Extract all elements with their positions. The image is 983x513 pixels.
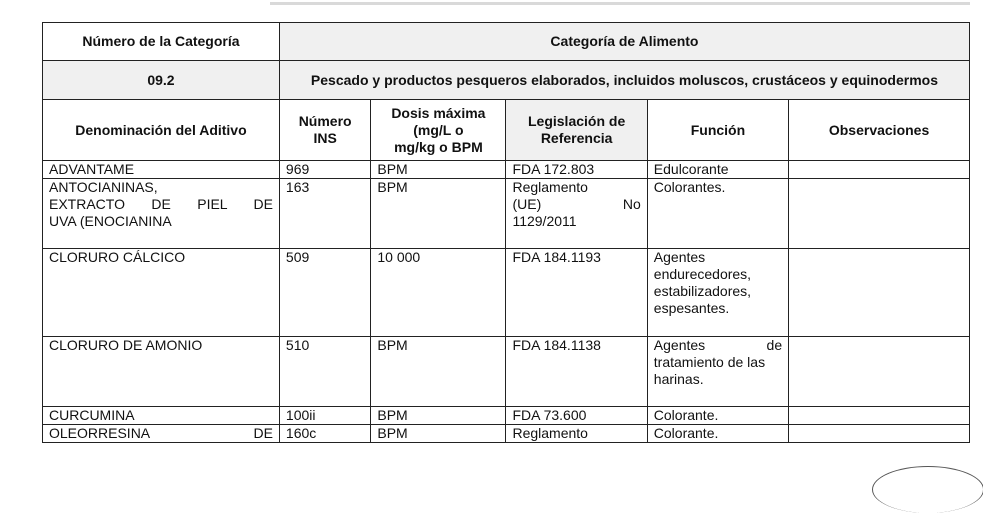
function-line: Agentes (653, 249, 706, 265)
function-cell: Colorante. (647, 407, 788, 425)
table-row (43, 425, 970, 443)
legislation-line: 1129/2011 (512, 213, 577, 229)
dose-cell: BPM (371, 425, 506, 443)
function-part: Agentes (653, 337, 706, 353)
additive-cell (43, 425, 280, 443)
col-ins (279, 100, 370, 161)
table-row (43, 337, 970, 407)
category-number: 09.2 (43, 61, 280, 100)
function-cell: Edulcorante (647, 161, 788, 179)
dose-cell: BPM (371, 337, 506, 407)
col-legislation (506, 100, 647, 161)
function-cell (647, 337, 788, 407)
observations-cell (789, 179, 970, 249)
category-name: Pescado y productos pesqueros elaborados, incluidos moluscos, crustáceos y equinodermos (279, 61, 969, 100)
function-line: endurecedores, (653, 266, 752, 282)
legislation-line: Reglamento (512, 179, 588, 195)
ins-cell: 160c (279, 425, 370, 443)
dose-cell: BPM (371, 407, 506, 425)
header-row-2 (43, 61, 970, 100)
observations-cell (789, 425, 970, 443)
observations-cell (789, 161, 970, 179)
additive-line (49, 425, 273, 442)
additive-line: UVA (ENOCIANINA (49, 213, 172, 229)
table-row (43, 249, 970, 337)
dose-cell: BPM (371, 161, 506, 179)
function-part: de (766, 337, 783, 353)
additive-line: ANTOCIANINAS, (49, 179, 158, 195)
legislation-part: (UE) (512, 196, 542, 212)
col-dose-line1: Dosis máxima (391, 104, 486, 121)
legislation-cell (506, 179, 647, 249)
additive-line: EXTRACTO DE PIEL DE (49, 196, 273, 212)
legislation-line (512, 196, 640, 213)
column-header-row (43, 100, 970, 161)
legislation-cell: FDA 184.1138 (506, 337, 647, 407)
table-row (43, 407, 970, 425)
function-line: tratamiento de las (653, 354, 766, 370)
header-row-1 (43, 23, 970, 61)
function-cell: Colorante. (647, 425, 788, 443)
col-legislation-line1: Legislación de (527, 113, 626, 129)
col-observations: Observaciones (789, 100, 970, 161)
additives-table (42, 22, 970, 443)
additive-cell: ADVANTAME (43, 161, 280, 179)
legislation-cell: Reglamento (506, 425, 647, 443)
additive-part: DE (253, 425, 273, 441)
top-scan-line (270, 2, 970, 5)
ins-cell: 163 (279, 179, 370, 249)
legislation-part: No (622, 196, 641, 212)
table-row (43, 179, 970, 249)
col-additive: Denominación del Aditivo (43, 100, 280, 161)
legislation-cell: FDA 184.1193 (506, 249, 647, 337)
observations-cell (789, 249, 970, 337)
function-line: harinas. (653, 371, 704, 387)
category-number-label: Número de la Categoría (43, 23, 280, 61)
col-legislation-line2: Referencia (540, 130, 613, 146)
additive-part: OLEORRESINA (49, 425, 151, 441)
col-dose-line2: (mg/L o (413, 121, 464, 138)
function-line: espesantes. (653, 300, 730, 316)
function-line (654, 337, 782, 354)
ins-cell: 510 (279, 337, 370, 407)
dose-cell: 10 000 (371, 249, 506, 337)
function-cell (647, 249, 788, 337)
observations-cell (789, 337, 970, 407)
function-line: estabilizadores, (653, 283, 752, 299)
seal-stamp-fragment (872, 466, 983, 513)
legislation-cell: FDA 73.600 (506, 407, 647, 425)
table-row (43, 161, 970, 179)
additive-cell: CURCUMINA (43, 407, 280, 425)
observations-cell (789, 407, 970, 425)
food-category-label: Categoría de Alimento (279, 23, 969, 61)
legislation-cell: FDA 172.803 (506, 161, 647, 179)
dose-cell: BPM (371, 179, 506, 249)
additive-cell: CLORURO DE AMONIO (43, 337, 280, 407)
col-function: Función (647, 100, 788, 161)
additive-cell: CLORURO CÁLCICO (43, 249, 280, 337)
ins-cell: 969 (279, 161, 370, 179)
col-dose-line3: mg/kg o BPM (394, 138, 483, 155)
ins-cell: 509 (279, 249, 370, 337)
ins-cell: 100ii (279, 407, 370, 425)
col-ins-line1: Número (298, 113, 352, 129)
additive-cell (43, 179, 280, 249)
function-cell: Colorantes. (647, 179, 788, 249)
col-dose (371, 100, 506, 161)
col-ins-line2: INS (313, 130, 337, 146)
